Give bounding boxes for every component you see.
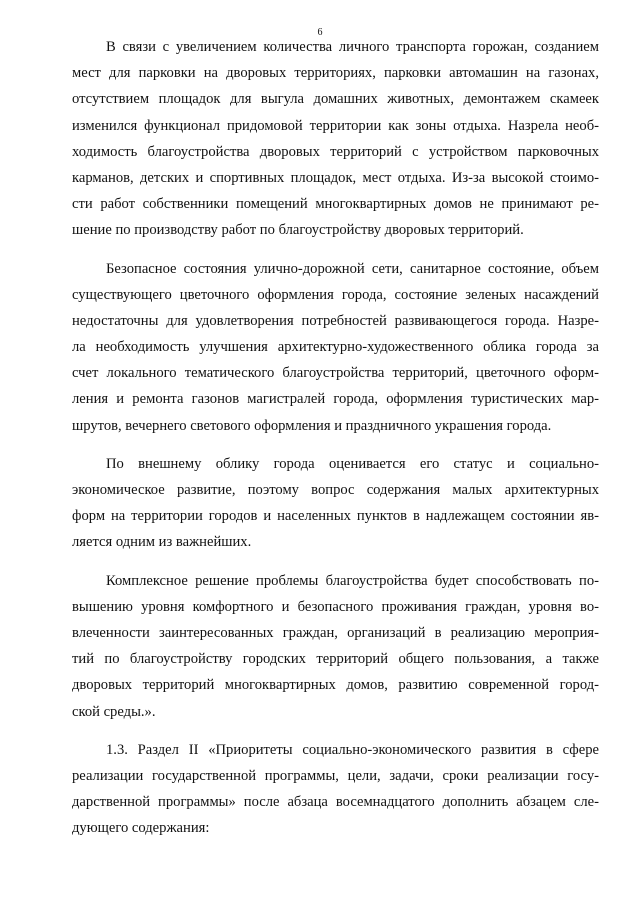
text-line: Комплексное решение проблемы благоустройства будет способствовать по-	[106, 572, 599, 589]
page-number: 6	[317, 27, 323, 38]
paragraph	[72, 568, 599, 725]
text-line: реализации государственной программы, цели, задачи, сроки реализации госу-	[72, 767, 599, 784]
text-line: По внешнему облику города оценивается его статус и социально-	[106, 455, 599, 472]
text-line: сти работ собственники помещений многоквартирных домов не принимают ре-	[72, 196, 599, 213]
text-line: ляется одним из важнейших.	[72, 534, 252, 551]
text-line: дворовых территорий многоквартирных домов, развитию современной город-	[72, 677, 599, 694]
text-line: дующего содержания:	[72, 820, 210, 837]
text-line: шрутов, вечернего светового оформления и праздничного украшения города.	[72, 417, 552, 434]
text-line: влеченности заинтересованных граждан, организаций в реализацию мероприя-	[72, 624, 599, 641]
paragraph-spacer	[72, 439, 599, 451]
text-line: изменился функционал придомовой территории как зоны отдыха. Назрела необ-	[72, 117, 599, 134]
paragraph-spacer	[72, 244, 599, 256]
paragraph	[72, 256, 599, 439]
text-line: тий по благоустройству городских территорий общего пользования, а также	[72, 651, 599, 668]
text-line: счет локального тематического благоустройства территорий, цветочного оформ-	[72, 365, 599, 382]
text-line: форм на территории городов и населенных пунктов в надлежащем состоянии яв-	[72, 508, 599, 525]
paragraph	[72, 451, 599, 556]
paragraph-spacer	[72, 556, 599, 568]
text-line: 1.3. Раздел II «Приоритеты социально-экономического развития в сфере	[106, 741, 599, 758]
text-line: карманов, детских и спортивных площадок, мест отдыха. Из-за высокой стоимо-	[72, 169, 599, 186]
text-line: ла необходимость улучшения архитектурно-художественного облика города за	[72, 339, 599, 356]
text-line: шение по производству работ по благоустройству дворовых территорий.	[72, 222, 524, 239]
text-line: ской среды.».	[72, 703, 156, 720]
text-line: дарственной программы» после абзаца восемнадцатого дополнить абзацем сле-	[72, 794, 599, 811]
text-line: ходимость благоустройства дворовых территорий с устройством парковочных	[72, 143, 599, 160]
text-line: недостаточны для удовлетворения потребностей развивающегося города. Назре-	[72, 312, 599, 329]
text-line: экономическое развитие, поэтому вопрос содержания малых архитектурных	[72, 482, 599, 498]
text-line: В связи с увеличением количества личного транспорта горожан, созданием	[106, 39, 599, 55]
text-line: вышению уровня комфортного и безопасного проживания граждан, уровня во-	[72, 598, 599, 615]
paragraph-spacer	[72, 725, 599, 737]
text-line: мест для парковки на дворовых территориях, парковки автомашин на газонах,	[72, 65, 599, 82]
text-line: ления и ремонта газонов магистралей города, оформления туристических мар-	[72, 391, 599, 408]
text-line: отсутствием площадок для выгула домашних животных, демонтажем скамеек	[72, 91, 599, 108]
paragraph	[72, 34, 599, 244]
text-line: Безопасное состояния улично-дорожной сети, санитарное состояние, объем	[106, 260, 599, 277]
text-line: существующего цветочного оформления города, состояние зеленых насаждений	[72, 286, 599, 303]
paragraph	[72, 737, 599, 842]
document-body	[72, 34, 599, 841]
